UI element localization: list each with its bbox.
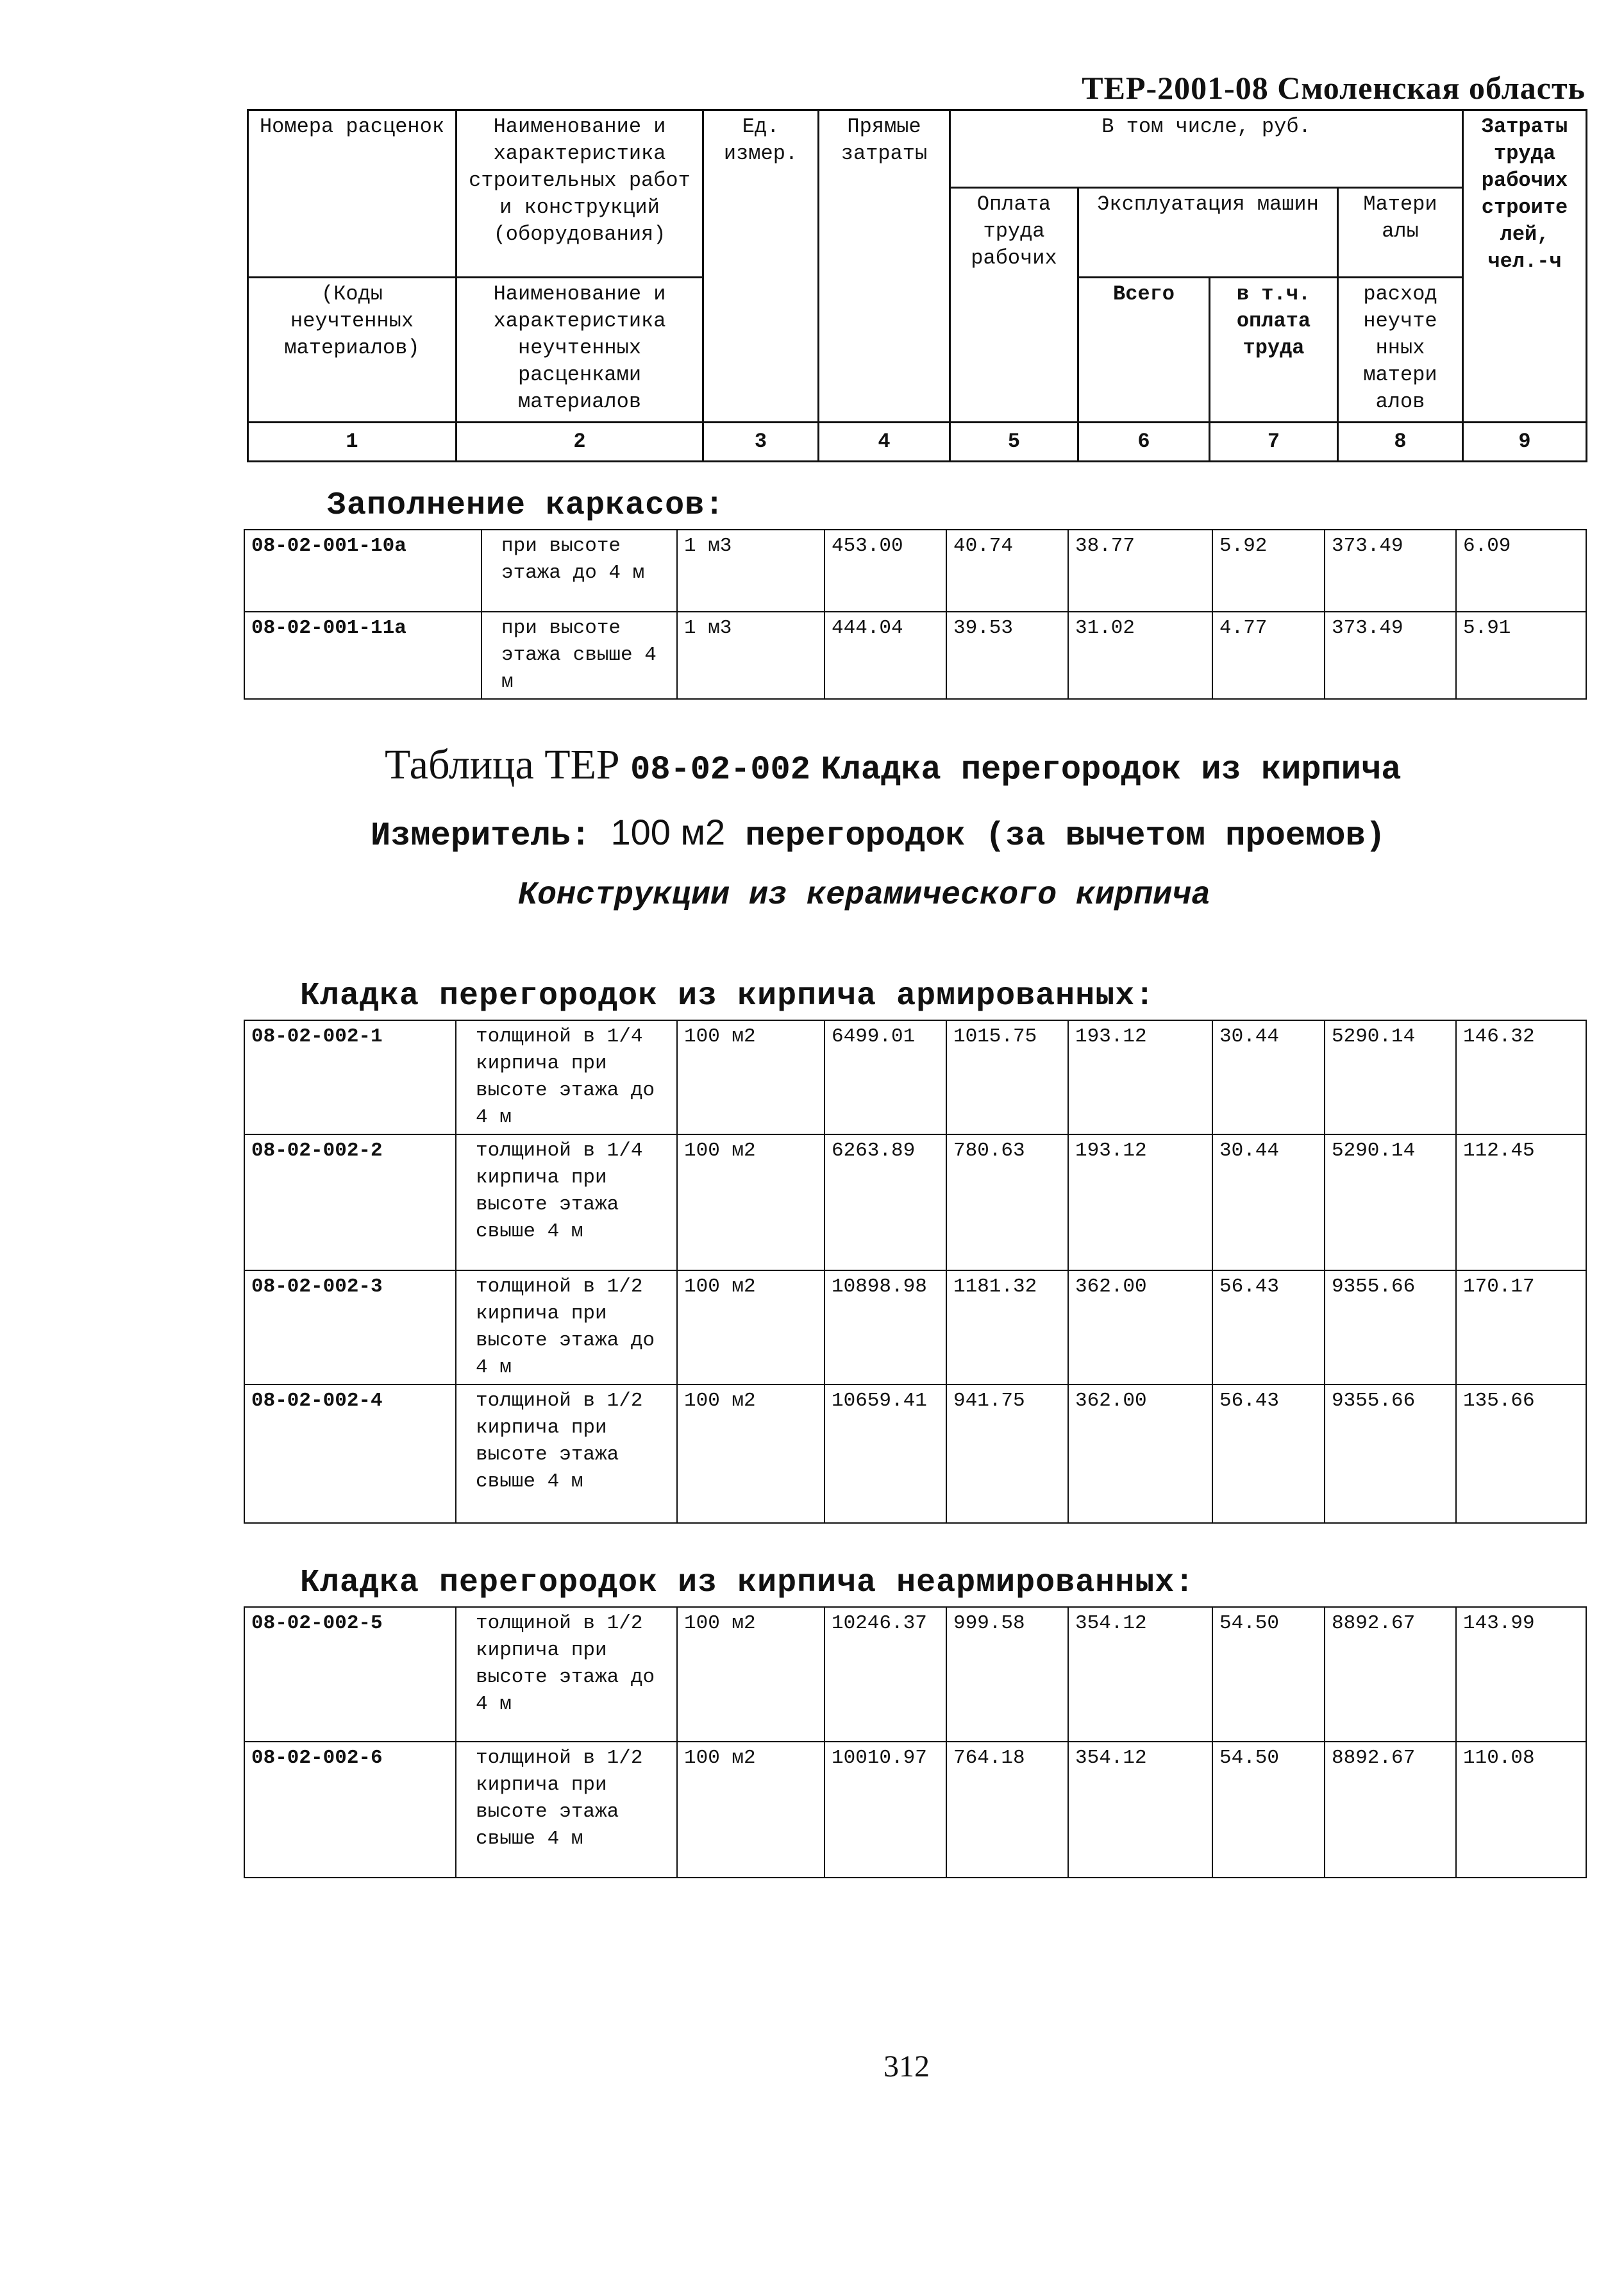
rate-materials: 9355.66 (1325, 1270, 1456, 1384)
rate-unit: 100 м2 (677, 1384, 825, 1523)
rate-machines-labor: 5.92 (1212, 530, 1325, 612)
column-number: 3 (703, 423, 819, 462)
rate-machines-labor: 30.44 (1212, 1134, 1325, 1270)
rate-labor-hours: 146.32 (1456, 1020, 1586, 1134)
table-row (244, 1384, 1586, 1523)
rate-description: при высоте этажа свыше 4 м (481, 612, 677, 699)
rate-machines-total: 31.02 (1068, 612, 1212, 699)
rate-machines-total: 362.00 (1068, 1384, 1212, 1523)
table-title-lead: Таблица ТЕР (385, 741, 620, 788)
header-material-codes: (Коды неучтенных материалов) (248, 278, 456, 423)
rate-machines-labor: 4.77 (1212, 612, 1325, 699)
rate-materials: 5290.14 (1325, 1134, 1456, 1270)
meter-label: Измеритель: (371, 817, 591, 855)
column-number: 6 (1078, 423, 1210, 462)
rate-direct-costs: 6263.89 (825, 1134, 946, 1270)
header-material-description: Наименование и характеристика неучтенных расценками материалов (456, 278, 703, 423)
rate-unit: 100 м2 (677, 1020, 825, 1134)
table-title (385, 741, 1401, 789)
header-unit: Ед. измер. (703, 110, 819, 423)
table-row (244, 1607, 1586, 1742)
rate-direct-costs: 10898.98 (825, 1270, 946, 1384)
meter-value: 100 м2 (610, 812, 726, 852)
rate-machines-total: 362.00 (1068, 1270, 1212, 1384)
rate-materials: 373.49 (1325, 612, 1456, 699)
header-worker-pay: Оплата труда рабочих (950, 188, 1078, 423)
rate-direct-costs: 453.00 (825, 530, 946, 612)
measurement-unit-line (371, 811, 1385, 855)
document-header-title: ТЕР-2001-08 Смоленская область (1082, 70, 1586, 106)
header-materials: Матери алы (1338, 188, 1463, 278)
column-number: 8 (1338, 423, 1463, 462)
column-number: 4 (819, 423, 950, 462)
rate-description: толщиной в 1/2 кирпича при высоте этажа свыше 4 м (456, 1384, 677, 1523)
table-row (244, 1134, 1586, 1270)
rate-unit: 100 м2 (677, 1607, 825, 1742)
rate-labor-hours: 110.08 (1456, 1742, 1586, 1878)
rate-description: толщиной в 1/2 кирпича при высоте этажа свыше 4 м (456, 1742, 677, 1878)
rate-unit: 100 м2 (677, 1270, 825, 1384)
rate-machines-labor: 30.44 (1212, 1020, 1325, 1134)
rate-code: 08-02-002-4 (244, 1384, 456, 1523)
rates-table-reinforced (244, 1020, 1587, 1524)
rate-machines-labor: 54.50 (1212, 1607, 1325, 1742)
rate-labor-hours: 5.91 (1456, 612, 1586, 699)
rate-machines-labor: 56.43 (1212, 1384, 1325, 1523)
header-machines-labor: в т.ч. оплата труда (1210, 278, 1338, 423)
rate-code: 08-02-001-10а (244, 530, 481, 612)
rate-worker-pay: 40.74 (946, 530, 1068, 612)
section-title-reinforced: Кладка перегородок из кирпича армированных: (300, 978, 1155, 1014)
rate-code: 08-02-002-3 (244, 1270, 456, 1384)
column-number: 5 (950, 423, 1078, 462)
header-work-description: Наименование и характеристика строительных работ и конструкций (оборудования) (456, 110, 703, 278)
rate-unit: 100 м2 (677, 1134, 825, 1270)
rate-unit: 100 м2 (677, 1742, 825, 1878)
rate-direct-costs: 10246.37 (825, 1607, 946, 1742)
rate-code: 08-02-002-2 (244, 1134, 456, 1270)
rate-labor-hours: 170.17 (1456, 1270, 1586, 1384)
header-machine-operation: Эксплуатация машин (1078, 188, 1338, 278)
column-number: 7 (1210, 423, 1338, 462)
rate-code: 08-02-001-11а (244, 612, 481, 699)
rate-worker-pay: 1015.75 (946, 1020, 1068, 1134)
meter-note: перегородок (за вычетом проемов) (745, 817, 1385, 855)
rates-table-frame-filling (244, 529, 1587, 700)
rate-description: толщиной в 1/4 кирпича при высоте этажа до 4 м (456, 1020, 677, 1134)
table-row (244, 1270, 1586, 1384)
rate-worker-pay: 941.75 (946, 1384, 1068, 1523)
column-number: 2 (456, 423, 703, 462)
rate-code: 08-02-002-6 (244, 1742, 456, 1878)
header-machines-total: Всего (1078, 278, 1210, 423)
rate-direct-costs: 444.04 (825, 612, 946, 699)
rate-machines-labor: 56.43 (1212, 1270, 1325, 1384)
header-rate-numbers: Номера расценок (248, 110, 456, 278)
rate-materials: 9355.66 (1325, 1384, 1456, 1523)
rate-worker-pay: 1181.32 (946, 1270, 1068, 1384)
table-title-name: Кладка перегородок из кирпича (821, 751, 1402, 789)
rate-unit: 1 м3 (677, 530, 825, 612)
header-including-group: В том числе, руб. (950, 110, 1463, 188)
rate-materials: 373.49 (1325, 530, 1456, 612)
rate-labor-hours: 6.09 (1456, 530, 1586, 612)
header-unaccounted-materials: расход неучте нных матери алов (1338, 278, 1463, 423)
table-row (244, 530, 1586, 612)
rate-description: толщиной в 1/4 кирпича при высоте этажа свыше 4 м (456, 1134, 677, 1270)
rate-description: толщиной в 1/2 кирпича при высоте этажа до 4 м (456, 1607, 677, 1742)
rate-labor-hours: 135.66 (1456, 1384, 1586, 1523)
rate-direct-costs: 10010.97 (825, 1742, 946, 1878)
table-row (244, 1020, 1586, 1134)
column-number: 9 (1463, 423, 1587, 462)
table-row (244, 1742, 1586, 1878)
table-row (244, 612, 1586, 699)
table-subtitle: Конструкции из керамического кирпича (518, 877, 1211, 914)
section-title-unreinforced: Кладка перегородок из кирпича неармированных: (300, 1565, 1195, 1601)
rate-materials: 8892.67 (1325, 1742, 1456, 1878)
header-direct-costs: Прямые затраты (819, 110, 950, 423)
rate-unit: 1 м3 (677, 612, 825, 699)
rate-materials: 8892.67 (1325, 1607, 1456, 1742)
table-title-code: 08-02-002 (630, 751, 810, 789)
rate-code: 08-02-002-1 (244, 1020, 456, 1134)
rate-machines-total: 38.77 (1068, 530, 1212, 612)
rate-worker-pay: 999.58 (946, 1607, 1068, 1742)
section-title-frame-filling: Заполнение каркасов: (327, 487, 725, 524)
rate-labor-hours: 112.45 (1456, 1134, 1586, 1270)
rate-direct-costs: 6499.01 (825, 1020, 946, 1134)
rate-description: при высоте этажа до 4 м (481, 530, 677, 612)
rate-worker-pay: 780.63 (946, 1134, 1068, 1270)
rate-materials: 5290.14 (1325, 1020, 1456, 1134)
page-number: 312 (883, 2049, 930, 2083)
rate-machines-total: 354.12 (1068, 1607, 1212, 1742)
header-labor-costs: Затраты труда рабочих строите лей, чел.-ч (1463, 110, 1587, 423)
rate-machines-labor: 54.50 (1212, 1742, 1325, 1878)
rate-labor-hours: 143.99 (1456, 1607, 1586, 1742)
rate-worker-pay: 764.18 (946, 1742, 1068, 1878)
rate-code: 08-02-002-5 (244, 1607, 456, 1742)
rate-worker-pay: 39.53 (946, 612, 1068, 699)
column-header-table (247, 109, 1587, 462)
rate-machines-total: 354.12 (1068, 1742, 1212, 1878)
rate-description: толщиной в 1/2 кирпича при высоте этажа до 4 м (456, 1270, 677, 1384)
rate-direct-costs: 10659.41 (825, 1384, 946, 1523)
column-number: 1 (248, 423, 456, 462)
rate-machines-total: 193.12 (1068, 1134, 1212, 1270)
rate-machines-total: 193.12 (1068, 1020, 1212, 1134)
rates-table-unreinforced (244, 1606, 1587, 1878)
